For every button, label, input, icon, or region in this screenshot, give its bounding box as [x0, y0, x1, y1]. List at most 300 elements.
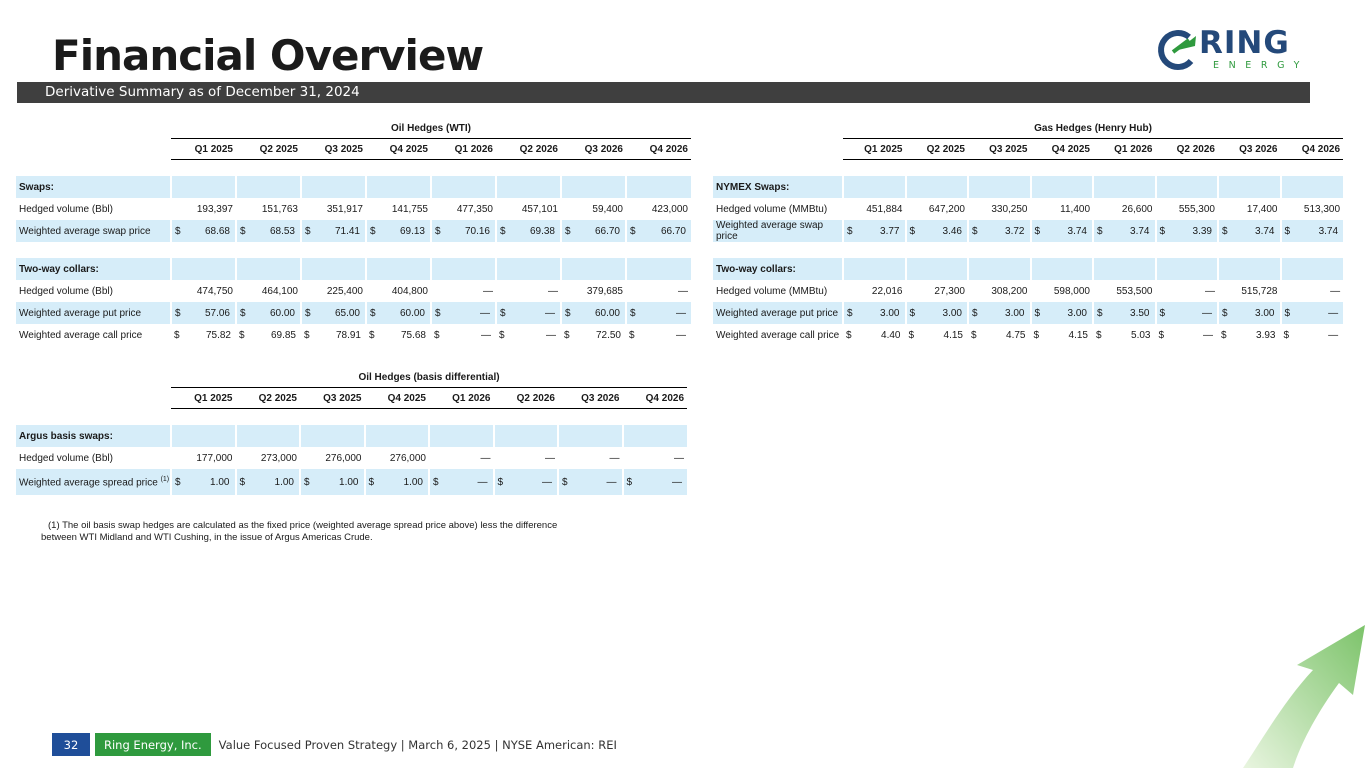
empty-cell [236, 425, 301, 447]
price-value: 3.74 [1318, 225, 1339, 237]
currency-symbol: $ [909, 225, 916, 237]
price-cell [1156, 220, 1219, 242]
empty-cell [906, 258, 969, 280]
quarter-header: Q2 2025 [906, 139, 969, 160]
price-value: 71.41 [334, 225, 360, 237]
price-cell [626, 220, 691, 242]
price-value: 4.15 [1068, 329, 1088, 341]
price-cell [626, 302, 691, 324]
row-label [16, 324, 171, 346]
value-cell: 17,400 [1246, 203, 1278, 215]
currency-symbol: $ [562, 476, 568, 488]
price-cell [561, 324, 626, 346]
empty-cell [494, 425, 559, 447]
price-cell [496, 324, 561, 346]
table-title: Oil Hedges (WTI) [391, 122, 471, 134]
empty-cell [623, 425, 688, 447]
quarter-header: Q1 2026 [431, 139, 496, 160]
price-value: — [546, 329, 556, 341]
price-cell [366, 220, 431, 242]
empty-cell [236, 258, 301, 280]
price-cell [171, 302, 236, 324]
value-cell: 477,350 [456, 203, 493, 215]
price-value: 66.70 [594, 225, 620, 237]
price-value: 65.00 [334, 307, 360, 319]
table-row [713, 302, 1343, 324]
currency-symbol: $ [368, 476, 375, 488]
logo-wordmark: RING [1199, 25, 1290, 61]
price-value: 3.77 [880, 225, 900, 237]
price-value: 69.85 [270, 329, 296, 341]
quarter-header: Q3 2025 [968, 139, 1031, 160]
empty-cell [626, 258, 691, 280]
row-label-text: Weighted average call price [19, 329, 143, 341]
table-row [16, 469, 687, 495]
price-cell [906, 302, 969, 324]
empty-cell [365, 425, 430, 447]
logo-subtext: ENERGY [1213, 60, 1310, 71]
section-label: NYMEX Swaps: [713, 176, 843, 198]
currency-symbol: $ [630, 307, 636, 319]
currency-symbol: $ [1222, 225, 1228, 237]
price-value: 3.00 [1005, 307, 1025, 319]
price-value: — [545, 307, 555, 319]
empty-cell [236, 176, 301, 198]
price-cell [366, 302, 431, 324]
currency-symbol: $ [370, 225, 376, 237]
value-cell: — [1205, 285, 1215, 297]
price-value: 3.74 [1067, 225, 1087, 237]
price-cell [843, 302, 906, 324]
footnote-mark: (1) [160, 475, 170, 483]
price-cell [496, 220, 561, 242]
quarter-header: Q3 2025 [301, 139, 366, 160]
price-value: — [1202, 307, 1212, 319]
price-cell [171, 220, 236, 242]
empty-cell [1218, 176, 1281, 198]
empty-cell [968, 258, 1031, 280]
price-cell [843, 220, 906, 242]
price-value: 4.40 [881, 329, 901, 341]
currency-symbol: $ [847, 225, 853, 237]
section-label: Two-way collars: [713, 258, 843, 280]
value-cell: 276,000 [325, 452, 362, 464]
row-label-text: Weighted average spread price [19, 477, 158, 489]
price-cell [300, 469, 365, 495]
currency-symbol: $ [972, 225, 978, 237]
table-row [16, 447, 687, 469]
row-label: Hedged volume (Bbl) [19, 285, 113, 297]
price-cell [301, 302, 366, 324]
quarter-header: Q4 2025 [366, 139, 431, 160]
empty-cell [431, 176, 496, 198]
section-label: Two-way collars: [16, 258, 171, 280]
value-cell: 553,500 [1116, 285, 1153, 297]
value-cell: 451,884 [866, 203, 903, 215]
price-cell [301, 324, 366, 346]
currency-symbol: $ [175, 225, 181, 237]
price-value: 68.68 [204, 225, 230, 237]
currency-symbol: $ [499, 329, 505, 341]
price-cell [1281, 324, 1344, 346]
row-label [16, 469, 171, 495]
quarter-header: Q3 2026 [558, 388, 623, 409]
quarter-header: Q1 2025 [843, 139, 906, 160]
empty-cell [171, 176, 236, 198]
currency-symbol: $ [500, 225, 506, 237]
price-cell [494, 469, 559, 495]
company-name: Ring Energy, Inc. [95, 733, 211, 756]
empty-cell [561, 258, 626, 280]
currency-symbol: $ [175, 307, 181, 319]
price-value: 72.50 [595, 329, 621, 341]
value-cell: 598,000 [1053, 285, 1090, 297]
currency-symbol: $ [972, 307, 978, 319]
footer-tagline: Value Focused Proven Strategy | March 6, 2025 | NYSE American: REI [218, 737, 617, 752]
price-cell [968, 302, 1031, 324]
price-cell [236, 469, 301, 495]
value-cell: 330,250 [991, 203, 1028, 215]
value-cell: — [545, 452, 555, 464]
price-value: 1.00 [210, 476, 230, 488]
quarter-header: Q2 2025 [236, 139, 301, 160]
currency-symbol: $ [304, 476, 310, 488]
value-cell: 59,400 [592, 203, 623, 215]
currency-symbol: $ [847, 307, 853, 319]
currency-symbol: $ [1222, 307, 1228, 319]
price-value: 57.06 [204, 307, 230, 319]
ring-energy-logo [1155, 25, 1315, 74]
price-cell [431, 324, 496, 346]
value-cell: 141,755 [391, 203, 428, 215]
currency-symbol: $ [1284, 225, 1291, 237]
value-cell: 513,300 [1303, 203, 1341, 215]
footnote-line-1: (1) The oil basis swap hedges are calculated as the fixed price (weighted average spread price above) less the difference [48, 520, 558, 531]
currency-symbol: $ [500, 307, 506, 319]
currency-symbol: $ [908, 329, 915, 341]
table-row [713, 220, 1343, 242]
table-row [713, 198, 1343, 220]
price-cell [561, 302, 626, 324]
quarter-header: Q3 2026 [1218, 139, 1281, 160]
value-cell: 404,800 [391, 285, 428, 297]
table-row [16, 302, 691, 324]
price-cell [1031, 302, 1094, 324]
price-cell [561, 220, 626, 242]
price-cell [171, 324, 236, 346]
value-cell: 276,000 [389, 452, 426, 464]
price-value: 60.00 [399, 307, 425, 319]
currency-symbol: $ [565, 307, 571, 319]
empty-cell [1156, 176, 1219, 198]
price-cell [1031, 220, 1094, 242]
value-cell: 151,763 [261, 203, 298, 215]
value-cell: 457,101 [521, 203, 558, 215]
empty-cell [1281, 176, 1344, 198]
value-cell: 26,600 [1121, 203, 1153, 215]
footnote [41, 520, 601, 544]
currency-symbol: $ [240, 307, 246, 319]
value-cell: 515,728 [1241, 285, 1278, 297]
value-cell: 225,400 [326, 285, 363, 297]
currency-symbol: $ [626, 476, 633, 488]
row-label [713, 220, 843, 242]
currency-symbol: $ [435, 307, 441, 319]
value-cell: — [609, 452, 620, 464]
price-value: 60.00 [594, 307, 620, 319]
section-row [713, 258, 1343, 280]
empty-cell [1281, 258, 1344, 280]
currency-symbol: $ [239, 329, 245, 341]
empty-cell [1031, 258, 1094, 280]
quarter-header: Q4 2026 [626, 139, 691, 160]
price-cell [1218, 302, 1281, 324]
empty-cell [431, 258, 496, 280]
value-cell: — [678, 285, 688, 297]
currency-symbol: $ [971, 329, 977, 341]
value-cell: 474,750 [196, 285, 233, 297]
empty-cell [171, 425, 236, 447]
growth-arrow-icon [1235, 625, 1365, 768]
empty-cell [301, 176, 366, 198]
value-cell: — [483, 285, 493, 297]
section-label: Swaps: [16, 176, 171, 198]
price-value: 3.74 [1255, 225, 1275, 237]
quarter-header: Q1 2025 [171, 388, 236, 409]
quarter-header: Q2 2026 [496, 139, 561, 160]
price-value: — [606, 476, 617, 488]
quarter-header: Q1 2026 [429, 388, 494, 409]
currency-symbol: $ [1097, 307, 1103, 319]
price-value: 3.46 [942, 225, 962, 237]
price-value: 1.00 [403, 476, 423, 488]
price-value: 3.00 [880, 307, 900, 319]
price-cell [1281, 220, 1344, 242]
price-value: 69.38 [529, 225, 555, 237]
table-title: Oil Hedges (basis differential) [358, 371, 500, 383]
currency-symbol: $ [369, 329, 375, 341]
empty-cell [366, 258, 431, 280]
price-cell [496, 302, 561, 324]
oil-hedges-wti-table [16, 118, 691, 346]
currency-symbol: $ [564, 329, 570, 341]
price-value: 1.00 [339, 476, 359, 488]
price-cell [301, 220, 366, 242]
empty-cell [171, 258, 236, 280]
price-cell [1093, 302, 1156, 324]
price-value: — [481, 329, 491, 341]
price-cell [366, 324, 431, 346]
oil-hedges-basis-table [16, 367, 687, 495]
currency-symbol: $ [1159, 307, 1166, 319]
currency-symbol: $ [1159, 225, 1166, 237]
empty-cell [300, 425, 365, 447]
currency-symbol: $ [1097, 225, 1103, 237]
value-cell: — [480, 452, 491, 464]
row-label: Hedged volume (Bbl) [19, 452, 113, 464]
row-label-text: Weighted average put price [19, 307, 142, 319]
empty-cell [626, 176, 691, 198]
currency-symbol: $ [1283, 329, 1290, 341]
table-title: Gas Hedges (Henry Hub) [1034, 122, 1152, 134]
empty-cell [1093, 176, 1156, 198]
currency-symbol: $ [434, 329, 440, 341]
empty-cell [906, 176, 969, 198]
row-label: Hedged volume (Bbl) [19, 203, 113, 215]
price-value: — [477, 476, 488, 488]
value-cell: 351,917 [326, 203, 363, 215]
price-cell [558, 469, 623, 495]
gas-hedges-table [713, 118, 1343, 346]
value-cell: 22,016 [871, 285, 903, 297]
price-value: 5.03 [1131, 329, 1151, 341]
currency-symbol: $ [435, 225, 441, 237]
currency-symbol: $ [1096, 329, 1102, 341]
section-row [16, 258, 691, 280]
price-value: 78.91 [335, 329, 361, 341]
quarter-header: Q4 2025 [365, 388, 430, 409]
currency-symbol: $ [630, 225, 636, 237]
price-cell [906, 220, 969, 242]
quarter-header: Q4 2025 [1031, 139, 1094, 160]
quarter-header: Q2 2025 [236, 388, 301, 409]
price-value: 68.53 [269, 225, 295, 237]
currency-symbol: $ [846, 329, 852, 341]
currency-symbol: $ [1221, 329, 1227, 341]
row-label: Hedged volume (MMBtu) [716, 285, 828, 297]
value-cell: 464,100 [261, 285, 298, 297]
price-value: — [1328, 329, 1339, 341]
currency-symbol: $ [1033, 329, 1040, 341]
footnote-line-2: between WTI Midland and WTI Cushing, in the issue of Argus Americas Crude. [41, 532, 373, 543]
price-value: 3.93 [1256, 329, 1276, 341]
price-value: — [1203, 329, 1213, 341]
price-value: 4.75 [1006, 329, 1026, 341]
price-value: 3.00 [1067, 307, 1087, 319]
price-value: 60.00 [269, 307, 295, 319]
value-cell: 379,685 [586, 285, 623, 297]
price-value: 3.74 [1130, 225, 1150, 237]
value-cell: 27,300 [934, 285, 965, 297]
value-cell: 193,397 [196, 203, 233, 215]
quarter-header: Q3 2025 [300, 388, 365, 409]
row-label [713, 302, 843, 324]
price-cell [431, 302, 496, 324]
quarter-header: Q1 2026 [1093, 139, 1156, 160]
currency-symbol: $ [174, 329, 180, 341]
price-cell [1093, 220, 1156, 242]
price-value: — [1328, 307, 1339, 319]
value-cell: 423,000 [651, 203, 688, 215]
price-cell [1031, 324, 1094, 346]
currency-symbol: $ [565, 225, 571, 237]
price-cell [968, 324, 1031, 346]
price-cell [1156, 324, 1219, 346]
value-cell: — [548, 285, 558, 297]
price-cell [1156, 302, 1219, 324]
price-cell [236, 302, 301, 324]
value-cell: 555,300 [1178, 203, 1215, 215]
price-cell [1218, 220, 1281, 242]
currency-symbol: $ [909, 307, 916, 319]
price-cell [906, 324, 969, 346]
currency-symbol: $ [304, 329, 310, 341]
row-label [16, 220, 171, 242]
price-cell [1218, 324, 1281, 346]
price-cell [365, 469, 430, 495]
empty-cell [558, 425, 623, 447]
empty-cell [366, 176, 431, 198]
row-label [16, 302, 171, 324]
quarter-header: Q4 2026 [1281, 139, 1344, 160]
price-cell [236, 220, 301, 242]
price-value: 4.15 [943, 329, 963, 341]
currency-symbol: $ [497, 476, 504, 488]
empty-cell [843, 176, 906, 198]
price-cell [1281, 302, 1344, 324]
subtitle: Derivative Summary as of December 31, 2024 [45, 84, 360, 100]
currency-symbol: $ [175, 476, 181, 488]
value-cell: 647,200 [928, 203, 965, 215]
value-cell: — [674, 452, 685, 464]
empty-cell [561, 176, 626, 198]
row-label-text: Weighted average swap price [716, 220, 824, 242]
value-cell: 177,000 [196, 452, 233, 464]
quarter-header: Q1 2025 [171, 139, 236, 160]
section-row [16, 176, 691, 198]
price-cell [1093, 324, 1156, 346]
section-label: Argus basis swaps: [16, 425, 171, 447]
currency-symbol: $ [1158, 329, 1165, 341]
price-value: 75.82 [205, 329, 231, 341]
price-cell [968, 220, 1031, 242]
subtitle-bar [17, 82, 1310, 103]
price-value: — [542, 476, 552, 488]
price-cell [431, 220, 496, 242]
quarter-header: Q4 2026 [623, 388, 688, 409]
price-value: — [672, 476, 683, 488]
empty-cell [1093, 258, 1156, 280]
value-cell: 308,200 [991, 285, 1028, 297]
price-value: 75.68 [400, 329, 426, 341]
quarter-header: Q2 2026 [494, 388, 559, 409]
price-value: 1.00 [274, 476, 294, 488]
table-row [16, 220, 691, 242]
table-row [16, 280, 691, 302]
empty-cell [1156, 258, 1219, 280]
page-title: Financial Overview [52, 31, 484, 80]
price-cell [429, 469, 494, 495]
section-row [713, 176, 1343, 198]
footer [52, 733, 617, 756]
table-row [713, 280, 1343, 302]
empty-cell [496, 176, 561, 198]
price-value: 3.50 [1130, 307, 1150, 319]
currency-symbol: $ [305, 225, 311, 237]
price-value: 3.00 [942, 307, 962, 319]
empty-cell [968, 176, 1031, 198]
price-value: — [676, 329, 686, 341]
currency-symbol: $ [239, 476, 246, 488]
price-value: 66.70 [660, 225, 686, 237]
value-cell: — [1330, 285, 1341, 297]
row-label [713, 324, 843, 346]
price-value: 3.72 [1005, 225, 1025, 237]
table-row [16, 324, 691, 346]
row-label-text: Weighted average swap price [19, 225, 151, 237]
page-number: 32 [52, 733, 90, 756]
price-value: 3.00 [1255, 307, 1275, 319]
